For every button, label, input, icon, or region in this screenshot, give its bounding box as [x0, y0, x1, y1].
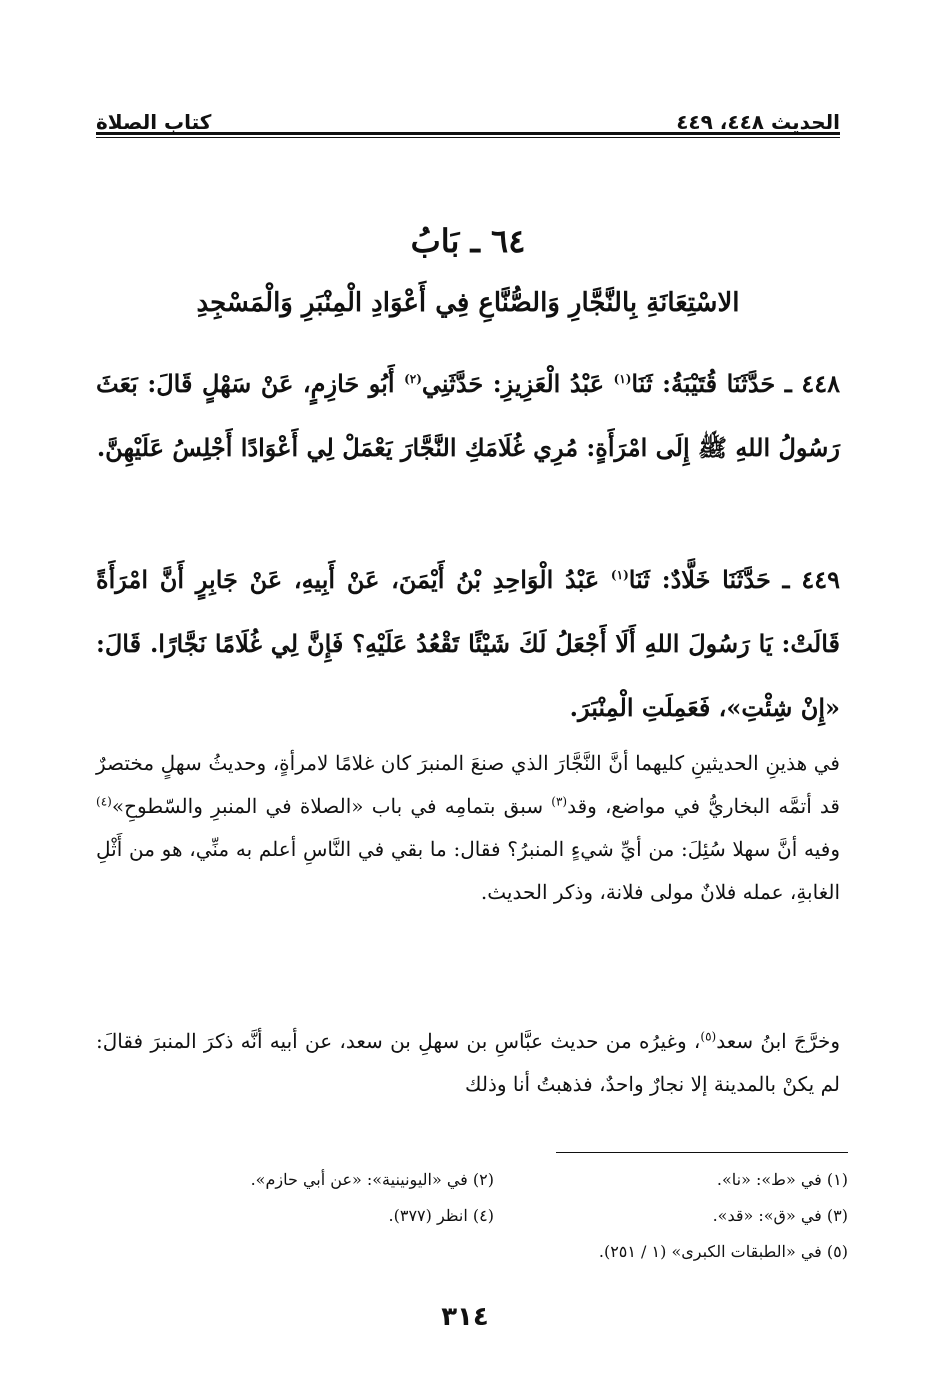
- commentary-1-part-a: في هذينِ الحديثينِ كليهما أنَّ النَّجَّارَ الذي صنعَ المنبرَ كان غلامًا لامرأةٍ، وحديثُ سهلٍ مختصرٌ قد أتمَّه البخاريُّ في مواضع، وقد: [96, 751, 840, 818]
- commentary-paragraph-2: [96, 1020, 840, 1106]
- footnote-ref-3: (٣): [551, 794, 568, 809]
- footnote-row: [140, 1234, 848, 1270]
- commentary-2-part-a: وخرَّجَ ابنُ سعد: [716, 1029, 840, 1053]
- hadith-448-text: أَبُو حَازِمٍ، عَنْ سَهْلٍ قَالَ: بَعَثَ رَسُولُ اللهِ ﷺ إِلَى امْرَأَةٍ: مُرِي غُلَامَكِ النَّجَّارَ يَعْمَلْ لِي أَعْوَادًا أَجْلِسُ عَلَيْهِنَّ.: [96, 369, 840, 462]
- footnote-1: (١) في «ط»: «نا».: [716, 1170, 848, 1189]
- footnote-ref-5: (٥): [700, 1029, 717, 1044]
- page-number: ٣١٤: [441, 1302, 489, 1332]
- footnote-2: (٢) في «اليونينية»: «عن أبي حازم».: [250, 1170, 494, 1189]
- hadith-449-text: عَبْدُ الْوَاحِدِ بْنُ أَيْمَنَ، عَنْ أَبِيهِ، عَنْ جَابِرٍ أَنَّ امْرَأَةً قَالَتْ: يَا رَسُولَ اللهِ أَلَا أَجْعَلُ لَكَ شَيْئًا تَقْعُدُ عَلَيْهِ؟ فَإِنَّ لِي غُلَامًا نَجَّارًا. قَالَ: «إِنْ شِئْتِ»، فَعَمِلَتِ الْمِنْبَرَ.: [96, 565, 840, 722]
- chapter-title: الاسْتِعَانَةِ بِالنَّجَّارِ وَالصُّنَّاعِ فِي أَعْوَادِ الْمِنْبَرِ وَالْمَسْجِدِ: [196, 288, 740, 318]
- footnote-row: [140, 1198, 848, 1234]
- hadith-449-opening: ٤٤٩ ـ حَدَّثَنَا خَلَّادٌ: ثَنَا: [628, 565, 840, 594]
- footnote-ref-2: (٢): [404, 372, 422, 386]
- footnote-5: (٥) في «الطبقات الكبرى» (١ / ٢٥١).: [598, 1242, 848, 1261]
- running-header: [96, 98, 840, 134]
- commentary-1-part-b: سبق بتمامِه في باب «الصلاة في المنبرِ والسّطوحِ»: [111, 794, 552, 818]
- footnote-ref-1: (١): [613, 372, 632, 386]
- hadith-449: [96, 548, 840, 740]
- section-title: كتاب الصلاة: [96, 110, 212, 134]
- hadith-448-middle: عَبْدُ الْعَزِيزِ: حَدَّثَنِي: [421, 369, 614, 398]
- footnote-3: (٣) في «ق»: «قد».: [712, 1206, 848, 1225]
- chapter-number: ٦٤ ـ بَابُ: [410, 222, 526, 260]
- hadith-range-label: الحديث ٤٤٨، ٤٤٩: [676, 110, 840, 134]
- footnotes: [140, 1162, 848, 1270]
- hadith-448-opening: ٤٤٨ ـ حَدَّثَنَا قُتَيْبَةُ: ثَنَا: [631, 369, 841, 398]
- commentary-paragraph-1: [96, 742, 840, 914]
- header-rule-thin: [96, 137, 840, 138]
- footnote-ref-1b: (١): [610, 568, 629, 582]
- footnote-row: [140, 1162, 848, 1198]
- header-rule: [96, 132, 840, 135]
- footnote-ref-4: (٤): [96, 794, 112, 809]
- hadith-448: [96, 352, 840, 480]
- footnote-rule: [556, 1152, 848, 1153]
- commentary-2-part-b: ، وغيرُه من حديث عبَّاسِ بن سهلِ بن سعد، عن أبيه أنَّه ذكرَ المنبرَ فقالَ: لم يكنْ بالمدينة إلا نجارٌ واحدٌ، فذهبتُ أنا وذلك: [96, 1029, 840, 1096]
- commentary-1-part-c: وفيه أنَّ سهلا سُئِلَ: من أيِّ شيءٍ المنبرُ؟ فقال: ما بقي في النَّاسِ أعلم به منِّي، هو من أَثْلِ الغابةِ، عمله فلانٌ مولى فلانة، وذكر الحديث.: [96, 837, 840, 904]
- footnote-4: (٤) انظر (٣٧٧).: [388, 1206, 494, 1225]
